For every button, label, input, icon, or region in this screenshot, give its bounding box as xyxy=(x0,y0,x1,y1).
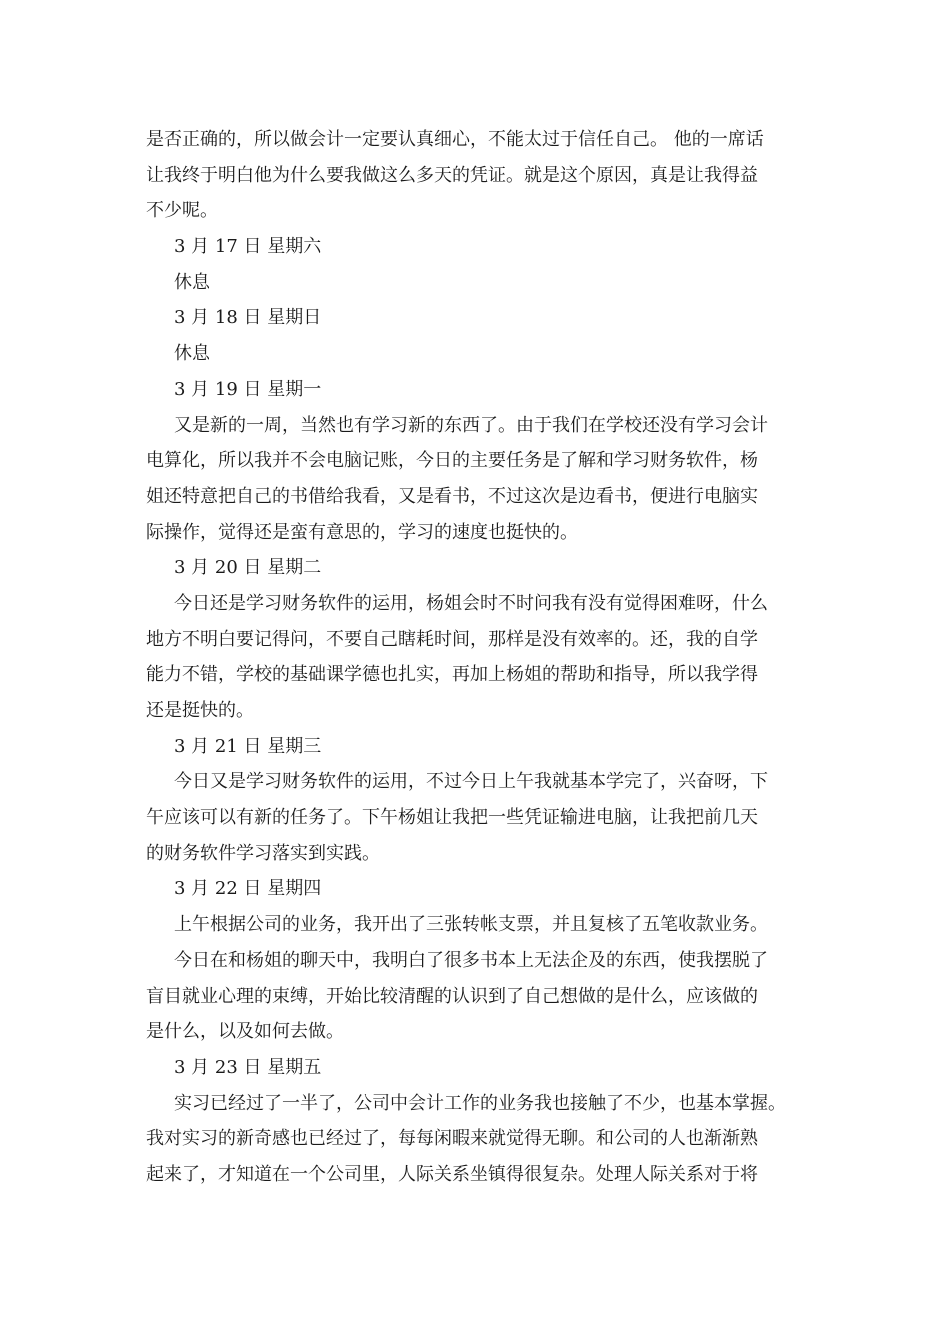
text-line: 姐还特意把自己的书借给我看，又是看书，不过这次是边看书，便进行电脑实 xyxy=(146,485,758,507)
text-line: 地方不明白要记得问，不要自己瞎耗时间，那样是没有效率的。还，我的自学 xyxy=(146,628,758,650)
text-line: 是否正确的，所以做会计一定要认真细心，不能太过于信任自己。 他的一席话 xyxy=(146,129,764,150)
text-line: 能力不错，学校的基础课学德也扎实，再加上杨姐的帮助和指导，所以我学得 xyxy=(146,664,758,686)
text-line: 不少呢。 xyxy=(146,200,218,222)
text-line: 际操作，觉得还是蛮有意思的，学习的速度也挺快的。 xyxy=(146,521,578,543)
diary-date-line: 3 月 19 日 星期一 xyxy=(174,378,322,400)
diary-date-line: 3 月 22 日 星期四 xyxy=(174,878,322,900)
text-line: 休息 xyxy=(174,271,210,293)
text-line: 午应该可以有新的任务了。下午杨姐让我把一些凭证输进电脑，让我把前几天 xyxy=(146,807,758,829)
text-line: 今日还是学习财务软件的运用，杨姐会时不时问我有没有觉得困难呀，什么 xyxy=(174,592,768,614)
text-line: 还是挺快的。 xyxy=(146,700,254,721)
text-line: 又是新的一周，当然也有学习新的东西了。由于我们在学校还没有学习会计 xyxy=(174,414,768,436)
diary-date-line: 3 月 20 日 星期二 xyxy=(174,557,322,579)
diary-date-line: 3 月 23 日 星期五 xyxy=(174,1056,322,1078)
text-line: 今日在和杨姐的聊天中，我明白了很多书本上无法企及的东西，使我摆脱了 xyxy=(174,949,768,971)
text-line: 今日又是学习财务软件的运用，不过今日上午我就基本学完了，兴奋呀，下 xyxy=(174,771,768,793)
text-line: 休息 xyxy=(174,343,210,365)
diary-date-line: 3 月 21 日 星期三 xyxy=(174,735,322,757)
text-line: 的财务软件学习落实到实践。 xyxy=(146,842,380,864)
text-line: 电算化，所以我并不会电脑记账，今日的主要任务是了解和学习财务软件，杨 xyxy=(146,450,758,472)
text-line: 上午根据公司的业务，我开出了三张转帐支票，并且复核了五笔收款业务。 xyxy=(174,914,768,936)
text-line: 盲目就业心理的束缚，开始比较清醒的认识到了自己想做的是什么，应该做的 xyxy=(146,985,758,1007)
text-line: 实习已经过了一半了，公司中会计工作的业务我也接触了不少，也基本掌握。 xyxy=(174,1092,786,1114)
text-line: 是什么，以及如何去做。 xyxy=(146,1021,344,1043)
diary-date-line: 3 月 17 日 星期六 xyxy=(174,236,322,258)
diary-date-line: 3 月 18 日 星期日 xyxy=(174,307,322,329)
text-line: 起来了，才知道在一个公司里，人际关系坐镇得很复杂。处理人际关系对于将 xyxy=(146,1163,758,1185)
text-line: 让我终于明白他为什么要我做这么多天的凭证。就是这个原因，真是让我得益 xyxy=(146,164,758,186)
document-body xyxy=(146,122,826,1193)
text-line: 我对实习的新奇感也已经过了，每每闲暇来就觉得无聊。和公司的人也渐渐熟 xyxy=(146,1128,758,1150)
